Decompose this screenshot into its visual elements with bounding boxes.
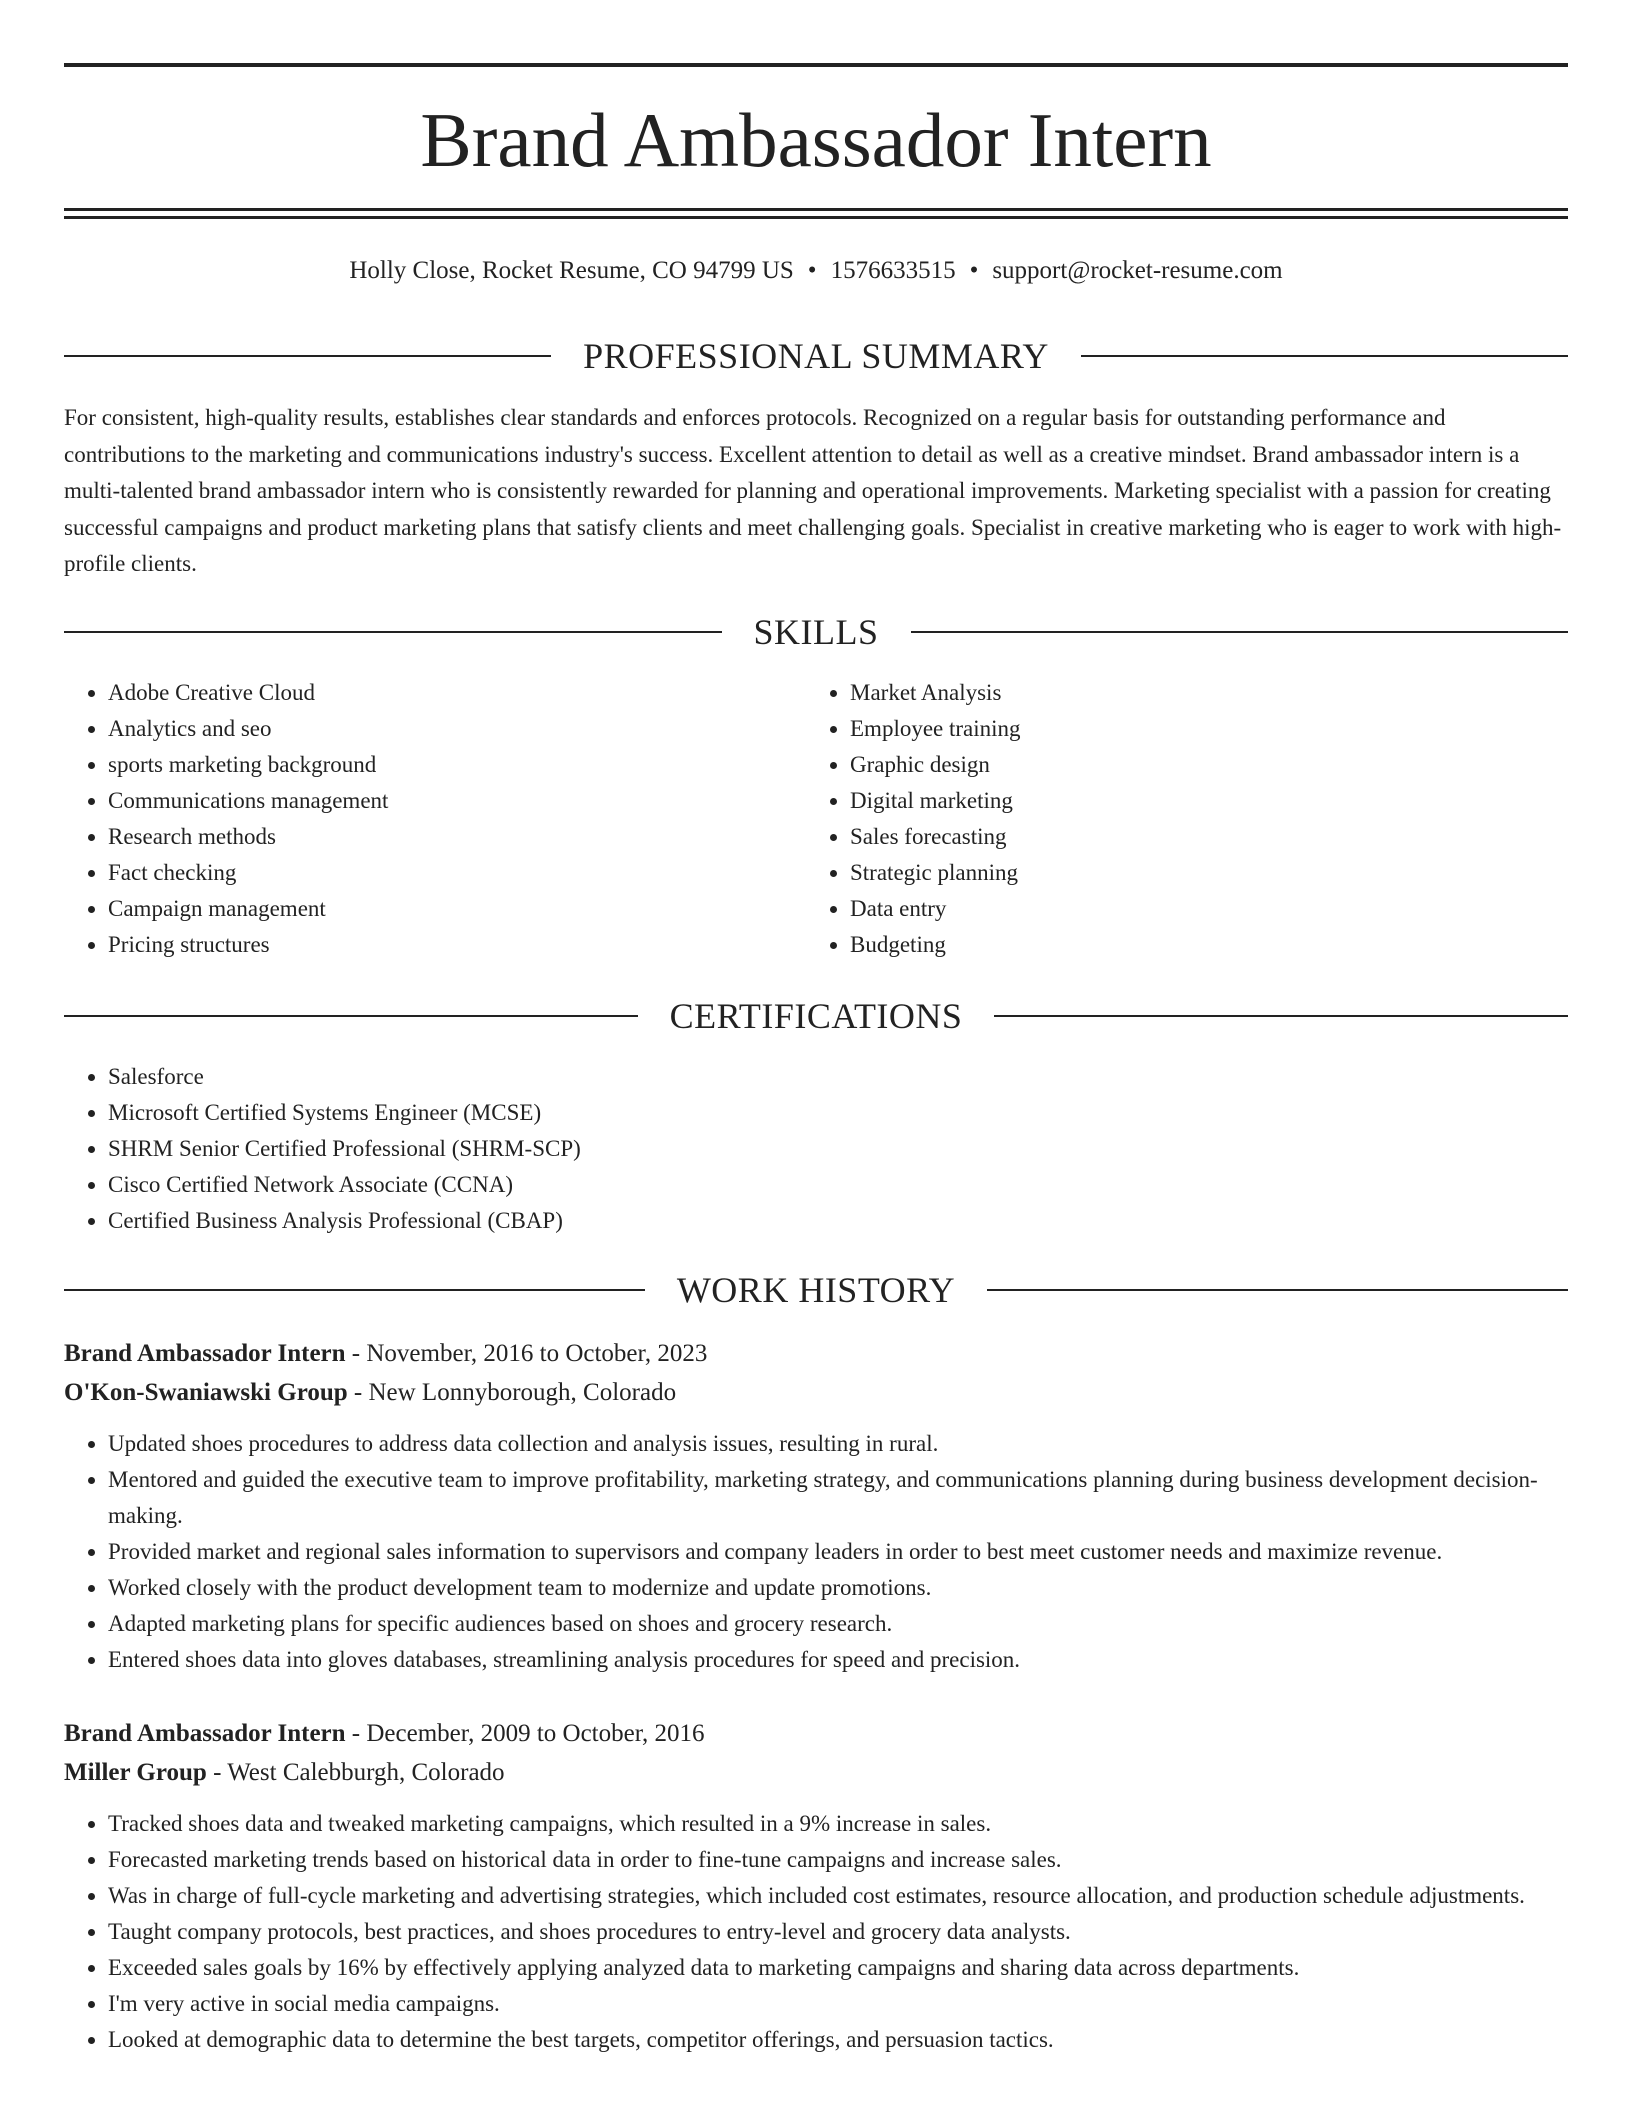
certifications-block: [64, 1059, 1568, 1239]
skill-item: • Research methods: [108, 819, 764, 855]
skill-item: • Budgeting: [850, 927, 1506, 963]
skills-heading-label: SKILLS: [753, 612, 879, 652]
work-history-section-heading: [64, 1268, 1568, 1312]
job-company-line: [64, 1373, 1568, 1412]
summary-section-heading: [64, 334, 1568, 378]
skills-list-right: [806, 675, 1506, 963]
contact-phone: 1576633515: [830, 257, 956, 284]
job-duty-item: • I'm very active in social media campaigns.: [108, 1986, 1568, 2022]
heading-rule-right: [994, 1015, 1568, 1017]
certification-item: • Cisco Certified Network Associate (CCNA): [108, 1167, 1568, 1203]
certifications-list: [64, 1059, 1568, 1239]
skill-item: • Fact checking: [108, 855, 764, 891]
skill-item: • Sales forecasting: [850, 819, 1506, 855]
job-duty-item: • Looked at demographic data to determine the best targets, competitor offerings, and persuasion tactics.: [108, 2022, 1568, 2058]
job-entry: [64, 1334, 1568, 1678]
job-duty-item: • Forecasted marketing trends based on historical data in order to fine-tune campaigns and increase sales.: [108, 1842, 1568, 1878]
skill-item: • Pricing structures: [108, 927, 764, 963]
skills-column-right: [806, 675, 1506, 963]
contact-line: [64, 253, 1568, 289]
job-title-line: [64, 1334, 1568, 1373]
top-rule: [64, 63, 1568, 67]
heading-rule-left: [64, 355, 551, 357]
job-duties-list: [64, 1806, 1568, 2058]
contact-separator: •: [807, 257, 817, 284]
job-company-line: [64, 1753, 1568, 1792]
job-title: Brand Ambassador Intern: [64, 1720, 346, 1747]
certification-item: • Microsoft Certified Systems Engineer (MCSE): [108, 1095, 1568, 1131]
job-entry: [64, 1714, 1568, 2058]
job-duty-item: • Mentored and guided the executive team to improve profitability, marketing strategy, and communications planning during business development decision-making.: [108, 1462, 1568, 1534]
certification-item: • Certified Business Analysis Professional (CBAP): [108, 1203, 1568, 1239]
skill-item: • Analytics and seo: [108, 711, 764, 747]
job-duty-item: • Adapted marketing plans for specific audiences based on shoes and grocery research.: [108, 1606, 1568, 1642]
skills-column-left: [64, 675, 764, 963]
job-title-line: [64, 1714, 1568, 1753]
skill-item: • Campaign management: [108, 891, 764, 927]
heading-rule-right: [1081, 355, 1568, 357]
skill-item: • Market Analysis: [850, 675, 1506, 711]
certification-item: • SHRM Senior Certified Professional (SHRM-SCP): [108, 1131, 1568, 1167]
job-duty-item: • Tracked shoes data and tweaked marketing campaigns, which resulted in a 9% increase in sales.: [108, 1806, 1568, 1842]
summary-text: For consistent, high-quality results, establishes clear standards and enforces protocols. Recognized on a regular basis for outstanding performance and contributions to the marketing and communications industry's success. Excellent attention to detail as well as a creative mindset. Brand ambassador intern is a multi-talented brand ambassador intern who is consistently rewarded for planning and operational improvements. Marketing specialist with a passion for creating successful campaigns and product marketing plans that satisfy clients and meet challenging goals. Specialist in creative marketing who is eager to work with high-profile clients.: [64, 405, 1562, 576]
job-duty-item: • Was in charge of full-cycle marketing and advertising strategies, which included cost estimates, resource allocation, and production schedule adjustments.: [108, 1878, 1568, 1914]
certifications-section-heading: [64, 994, 1568, 1038]
skills-list-left: [64, 675, 764, 963]
job-company: O'Kon-Swaniawski Group: [64, 1379, 348, 1406]
title-rule-upper: [64, 208, 1568, 211]
title-rule-lower: [64, 216, 1568, 219]
job-dates: - December, 2009 to October, 2016: [345, 1720, 705, 1747]
skill-item: • Digital marketing: [850, 783, 1506, 819]
skill-item: • Data entry: [850, 891, 1506, 927]
heading-rule-left: [64, 631, 722, 633]
certification-item: • Salesforce: [108, 1059, 1568, 1095]
job-duty-item: • Provided market and regional sales information to supervisors and company leaders in order to best meet customer needs and maximize revenue.: [108, 1534, 1568, 1570]
job-location: - West Calebburgh, Colorado: [206, 1759, 505, 1786]
job-title: Brand Ambassador Intern: [64, 1340, 346, 1367]
heading-rule-right: [911, 631, 1569, 633]
skill-item: • Graphic design: [850, 747, 1506, 783]
document-title: Brand Ambassador Intern: [420, 97, 1212, 183]
heading-rule-right: [987, 1289, 1568, 1291]
skill-item: • sports marketing background: [108, 747, 764, 783]
skill-item: • Communications management: [108, 783, 764, 819]
job-duty-item: • Updated shoes procedures to address data collection and analysis issues, resulting in rural.: [108, 1426, 1568, 1462]
skill-item: • Strategic planning: [850, 855, 1506, 891]
certifications-heading-label: CERTIFICATIONS: [669, 996, 963, 1036]
work-history-heading-label: WORK HISTORY: [676, 1270, 956, 1310]
job-location: - New Lonnyborough, Colorado: [347, 1379, 677, 1406]
heading-rule-left: [64, 1015, 638, 1017]
skill-item: • Adobe Creative Cloud: [108, 675, 764, 711]
skill-item: • Employee training: [850, 711, 1506, 747]
job-duty-item: • Exceeded sales goals by 16% by effectively applying analyzed data to marketing campaigns and sharing data across departments.: [108, 1950, 1568, 1986]
summary-heading-label: PROFESSIONAL SUMMARY: [583, 336, 1049, 376]
job-duty-item: • Taught company protocols, best practices, and shoes procedures to entry-level and grocery data analysts.: [108, 1914, 1568, 1950]
job-company: Miller Group: [64, 1759, 207, 1786]
heading-rule-left: [64, 1289, 645, 1291]
job-duty-item: • Worked closely with the product development team to modernize and update promotions.: [108, 1570, 1568, 1606]
job-duties-list: [64, 1426, 1568, 1678]
contact-email: support@rocket-resume.com: [992, 257, 1283, 284]
job-duty-item: • Entered shoes data into gloves databases, streamlining analysis procedures for speed and precision.: [108, 1642, 1568, 1678]
skills-section-heading: [64, 610, 1568, 654]
contact-separator: •: [969, 257, 979, 284]
job-dates: - November, 2016 to October, 2023: [345, 1340, 708, 1367]
contact-address: Holly Close, Rocket Resume, CO 94799 US: [349, 257, 794, 284]
